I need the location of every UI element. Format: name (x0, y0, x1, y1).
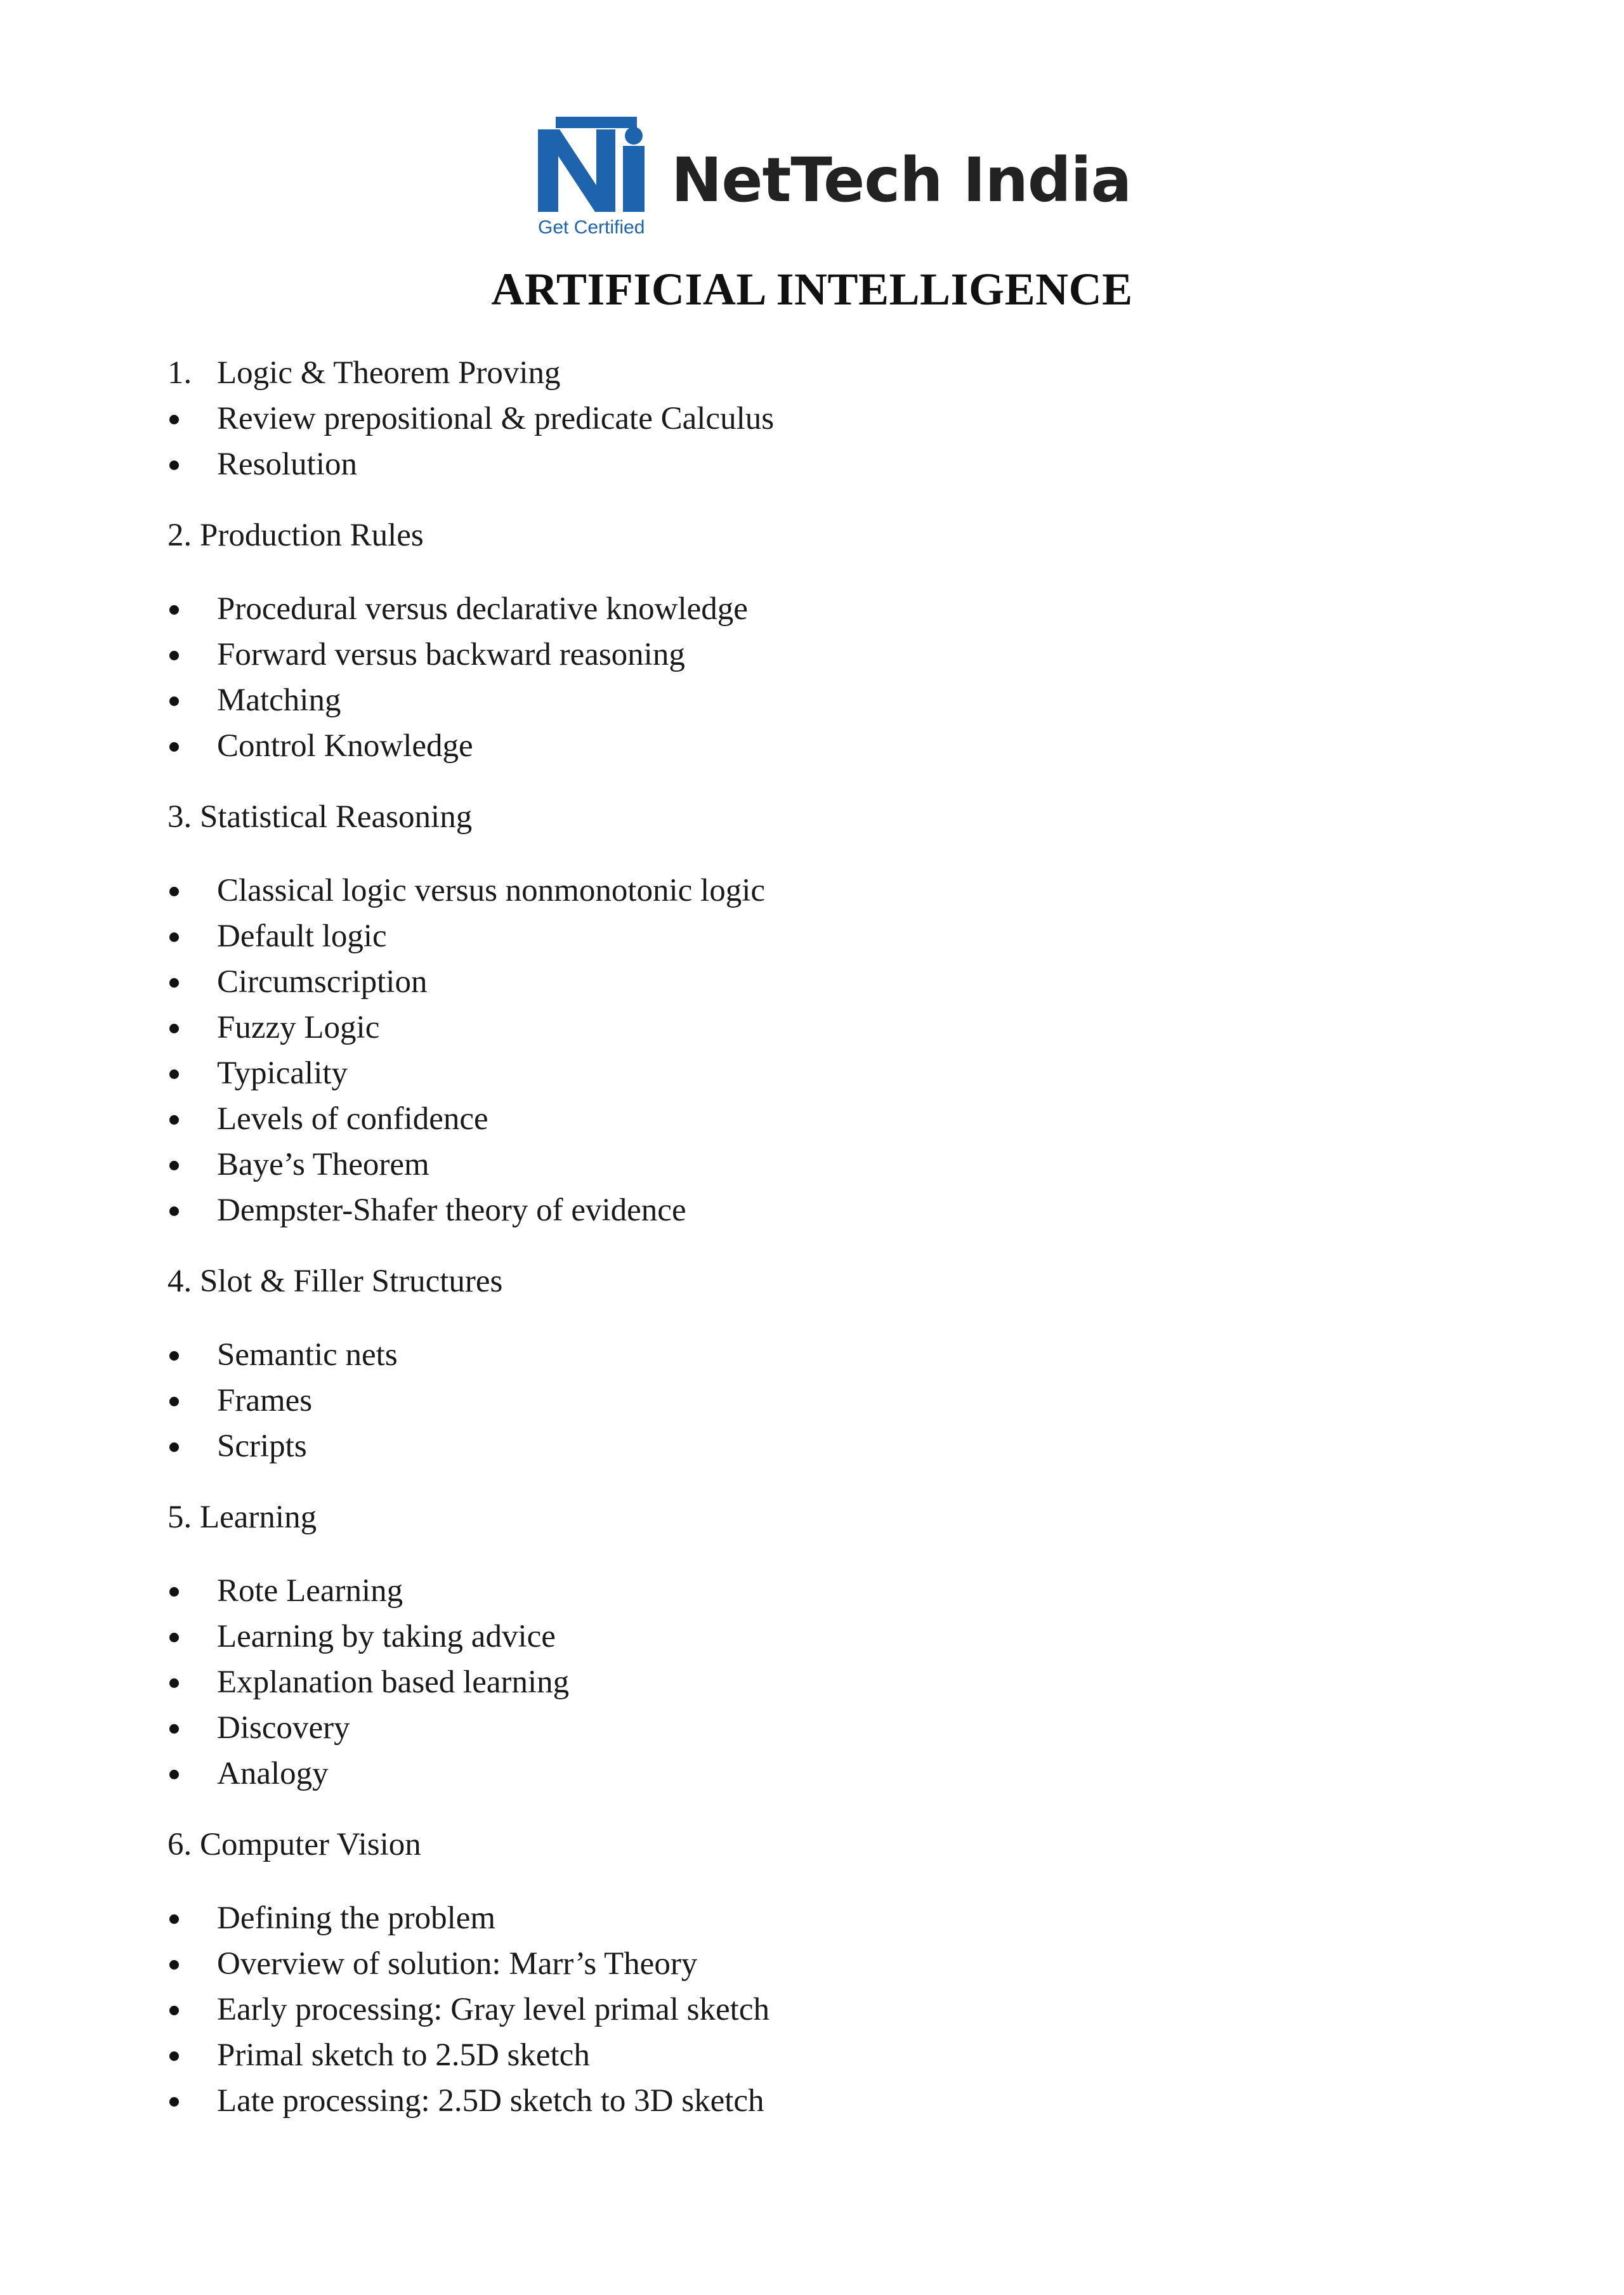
list-item: Late processing: 2.5D sketch to 3D sketch (167, 2078, 1500, 2124)
section-heading (167, 1822, 1500, 1867)
list-item: Explanation based learning (167, 1659, 1500, 1705)
section-heading (167, 1259, 1500, 1304)
list-item: Rote Learning (167, 1568, 1500, 1614)
section-number: 1. (167, 355, 192, 391)
section-title: Production Rules (200, 518, 424, 553)
section-number: 3. (167, 799, 192, 835)
bullet-list (167, 1568, 1500, 1796)
list-item: Levels of confidence (167, 1096, 1500, 1142)
list-item: Control Knowledge (167, 723, 1500, 769)
list-item: Review prepositional & predicate Calculus (167, 396, 1500, 441)
list-item: Primal sketch to 2.5D sketch (167, 2032, 1500, 2078)
list-item: Analogy (167, 1751, 1500, 1796)
list-item: Procedural versus declarative knowledge (167, 586, 1500, 632)
list-item: Matching (167, 677, 1500, 723)
section-5 (167, 1494, 1500, 1796)
bullet-list (167, 1895, 1500, 2124)
list-item: Semantic nets (167, 1332, 1500, 1378)
list-item: Frames (167, 1378, 1500, 1423)
logo (538, 117, 1132, 237)
section-number: 6. (167, 1827, 192, 1862)
list-item: Discovery (167, 1705, 1500, 1751)
nettech-logo-mark-icon (538, 117, 658, 237)
list-item: Scripts (167, 1423, 1500, 1469)
section-3 (167, 794, 1500, 1233)
section-title: Statistical Reasoning (200, 799, 473, 835)
bullet-list (167, 868, 1500, 1233)
logo-wordmark: NetTech India (671, 145, 1132, 216)
list-item: Defining the problem (167, 1895, 1500, 1941)
document-title: ARTIFICIAL INTELLIGENCE (491, 264, 1133, 315)
section-heading (167, 1494, 1500, 1540)
list-item: Circumscription (167, 959, 1500, 1005)
section-6 (167, 1822, 1500, 2124)
list-item: Overview of solution: Marr’s Theory (167, 1941, 1500, 1987)
list-item: Dempster-Shafer theory of evidence (167, 1187, 1500, 1233)
section-heading (167, 794, 1500, 840)
logo-tagline: Get Certified (538, 217, 645, 237)
section-heading (167, 350, 1500, 396)
section-title: Learning (200, 1500, 317, 1535)
section-2 (167, 513, 1500, 769)
list-item: Typicality (167, 1050, 1500, 1096)
list-item: Baye’s Theorem (167, 1142, 1500, 1187)
section-title: Computer Vision (200, 1827, 421, 1862)
bullet-list (167, 1332, 1500, 1469)
section-number: 5. (167, 1500, 192, 1535)
section-1 (167, 350, 1500, 487)
list-item: Classical logic versus nonmonotonic logic (167, 868, 1500, 913)
bullet-list (167, 396, 1500, 487)
list-item: Forward versus backward reasoning (167, 632, 1500, 677)
syllabus-outline (167, 350, 1500, 2124)
list-item: Fuzzy Logic (167, 1005, 1500, 1050)
list-item: Default logic (167, 913, 1500, 959)
section-heading (167, 513, 1500, 558)
section-number: 2. (167, 518, 192, 553)
list-item: Early processing: Gray level primal sketch (167, 1987, 1500, 2032)
section-title: Logic & Theorem Proving (217, 355, 561, 391)
section-number: 4. (167, 1264, 192, 1299)
list-item: Learning by taking advice (167, 1614, 1500, 1659)
bullet-list (167, 586, 1500, 769)
list-item: Resolution (167, 441, 1500, 487)
section-4 (167, 1259, 1500, 1469)
section-title: Slot & Filler Structures (200, 1264, 503, 1299)
